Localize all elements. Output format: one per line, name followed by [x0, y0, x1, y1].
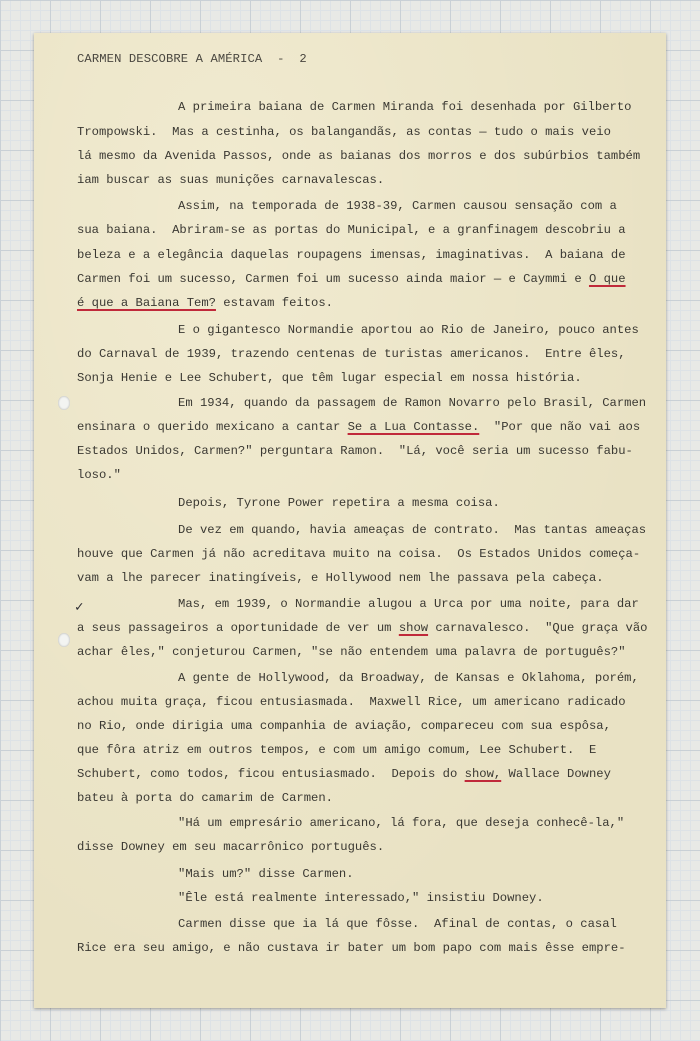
line-text: Rice era seu amigo, e não custava ir bater um bom papo com mais êsse empre- — [77, 941, 626, 955]
page-heading: CARMEN DESCOBRE A AMÉRICA - 2 — [77, 52, 307, 66]
line-text: houve que Carmen já não acreditava muito na coisa. Os Estados Unidos começa- — [77, 547, 641, 561]
line-text: A gente de Hollywood, da Broadway, de Kansas e Oklahoma, porém, — [178, 671, 639, 685]
line-text: De vez em quando, havia ameaças de contrato. Mas tantas ameaças — [178, 523, 647, 537]
text-line — [77, 743, 596, 757]
line-text: do Carnaval de 1939, trazendo centenas de turistas americanos. Entre êles, — [77, 347, 626, 361]
line-text: achou muita graça, ficou entusiasmada. Maxwell Rice, um americano radicado — [77, 695, 626, 709]
underlined-title: é que a Baiana Tem? — [77, 296, 216, 310]
text-line — [178, 100, 631, 114]
line-text: Assim, na temporada de 1938-39, Carmen causou sensação com a — [178, 199, 617, 213]
text-line — [178, 867, 354, 881]
text-line — [77, 371, 582, 385]
text-line — [178, 671, 639, 685]
text-line — [77, 125, 611, 139]
underlined-title: show, — [464, 767, 502, 781]
text-line — [77, 420, 640, 434]
line-text: Mas, em 1939, o Normandie alugou a Urca por uma noite, para dar — [178, 597, 639, 611]
line-text: iam buscar as suas munições carnavalescas. — [77, 173, 385, 187]
line-text: bateu à porta do camarim de Carmen. — [77, 791, 333, 805]
line-text: Carmen disse que ia lá que fôsse. Afinal de contas, o casal — [178, 917, 617, 931]
underlined-title: Se a Lua Contasse. — [347, 420, 480, 434]
text-line — [178, 199, 617, 213]
text-line — [77, 149, 640, 163]
text-line — [77, 695, 626, 709]
line-text: a seus passageiros a oportunidade de ver um — [77, 621, 399, 635]
text-line — [77, 767, 611, 781]
line-text: vam a lhe parecer inatingíveis, e Hollywood nem lhe passava pela cabeça. — [77, 571, 604, 585]
text-line — [77, 347, 626, 361]
line-text: no Rio, onde dirigia uma companhia de aviação, compareceu com sua espôsa, — [77, 719, 611, 733]
text-line — [77, 248, 626, 262]
text-line — [77, 645, 626, 659]
line-text: beleza e a elegância daquelas roupagens imensas, imaginativas. A baiana de — [77, 248, 626, 262]
line-text: Trompowski. Mas a cestinha, os balangandãs, as contas — tudo o mais veio — [77, 125, 611, 139]
text-line — [77, 444, 633, 458]
punch-hole — [58, 396, 70, 410]
line-text: ensinara o querido mexicano a cantar — [77, 420, 348, 434]
line-text: Depois, Tyrone Power repetira a mesma coisa. — [178, 496, 500, 510]
text-line — [178, 597, 639, 611]
text-line — [178, 396, 646, 410]
text-line — [77, 791, 333, 805]
line-text: disse Downey em seu macarrônico português. — [77, 840, 385, 854]
line-text: Wallace Downey — [501, 767, 611, 781]
underlined-title: O que — [588, 272, 626, 286]
line-text: "Há um empresário americano, lá fora, que deseja conhecê-la," — [178, 816, 625, 830]
line-text: "Por que não vai aos — [479, 420, 641, 434]
line-text: que fôra atriz em outros tempos, e com um amigo comum, Lee Schubert. E — [77, 743, 597, 757]
text-line — [178, 523, 646, 537]
text-line — [77, 173, 384, 187]
text-line — [178, 891, 544, 905]
text-line — [77, 547, 640, 561]
text-line — [77, 296, 333, 310]
text-line — [77, 621, 648, 635]
line-text: Schubert, como todos, ficou entusiasmado. Depois do — [77, 767, 465, 781]
line-text: "Mais um?" disse Carmen. — [178, 867, 354, 881]
text-line — [178, 917, 617, 931]
margin-check-mark: ✓ — [75, 600, 84, 616]
text-line — [178, 816, 624, 830]
line-text: "Êle está realmente interessado," insistiu Downey. — [178, 891, 544, 905]
text-line — [77, 272, 626, 286]
text-line — [178, 323, 639, 337]
line-text: estavam feitos. — [215, 296, 333, 310]
line-text: Estados Unidos, Carmen?" perguntara Ramon. "Lá, você seria um sucesso fabu- — [77, 444, 633, 458]
line-text: sua baiana. Abriram-se as portas do Municipal, e a granfinagem descobriu a — [77, 223, 626, 237]
line-text: Sonja Henie e Lee Schubert, que têm lugar especial em nossa história. — [77, 371, 582, 385]
text-line — [77, 468, 121, 482]
line-text: Em 1934, quando da passagem de Ramon Novarro pelo Brasil, Carmen — [178, 396, 647, 410]
line-text: A primeira baiana de Carmen Miranda foi desenhada por Gilberto — [178, 100, 632, 114]
text-line — [77, 571, 604, 585]
text-line — [77, 719, 611, 733]
text-line — [77, 840, 384, 854]
punch-hole — [58, 633, 70, 647]
line-text: loso." — [77, 468, 121, 482]
line-text: lá mesmo da Avenida Passos, onde as baianas dos morros e dos subúrbios também — [77, 149, 641, 163]
text-line — [77, 941, 626, 955]
line-text: achar êles," conjeturou Carmen, "se não entendem uma palavra de português?" — [77, 645, 626, 659]
underlined-title: show — [398, 621, 429, 635]
text-line — [77, 223, 626, 237]
line-text: carnavalesco. "Que graça vão — [428, 621, 648, 635]
text-line — [178, 496, 500, 510]
line-text: Carmen foi um sucesso, Carmen foi um sucesso ainda maior — e Caymmi e — [77, 272, 589, 286]
line-text: E o gigantesco Normandie aportou ao Rio de Janeiro, pouco antes — [178, 323, 639, 337]
typewritten-page — [34, 33, 666, 1008]
